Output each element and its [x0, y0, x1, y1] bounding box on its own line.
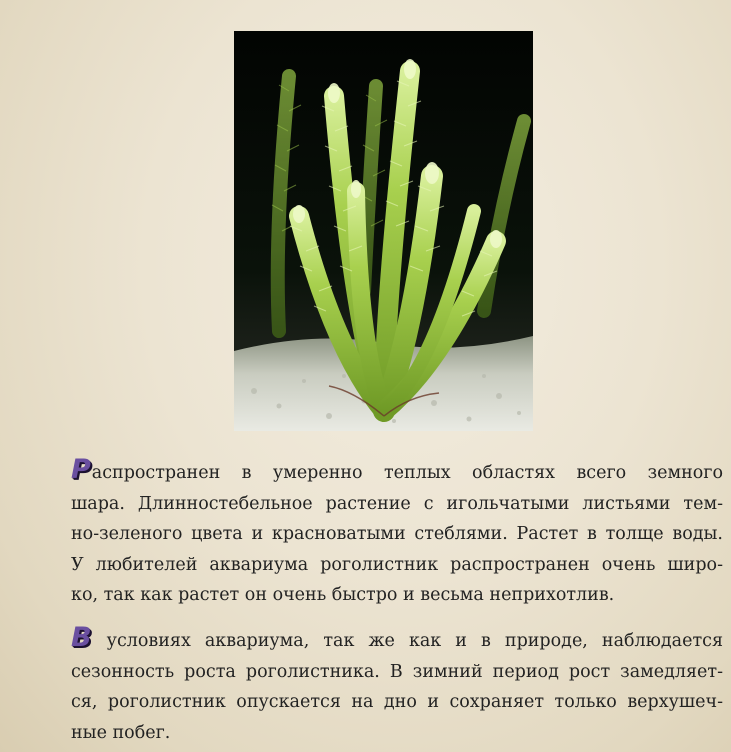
hornwort-plant-photo [234, 31, 533, 431]
paragraph-2-line-3: ся, роголистник опускается на дно и сохраняет только верхушеч- [71, 692, 723, 712]
paragraph-2-line-2: сезонность роста роголистника. В зимний период рост замедляет- [71, 661, 723, 682]
paragraph-2-line-4: ные побег. [71, 722, 171, 743]
paragraph-2 [71, 622, 723, 748]
paragraph-1-line-2: шара. Длинностебельное растение с игольчатыми листьями тем- [71, 493, 723, 514]
dropcap-2: В [71, 622, 93, 653]
paragraph-2-line-1: В условиях аквариума, так же как и в природе, наблюдается [71, 622, 723, 653]
paragraph-1-line-1: Распространен в умеренно теплых областях всего земного [71, 454, 723, 485]
paragraph-1-line-3: но-зеленого цвета и красноватыми стеблями. Растет в толще воды. [71, 524, 723, 544]
paragraph-1-line-5: ко, так как растет он очень быстро и весьма неприхотлив. [71, 585, 615, 605]
hornwort-plant-image [234, 31, 533, 431]
dropcap-1: Р [71, 454, 92, 485]
paragraph-1-line-4: У любителей аквариума роголистник распространен очень широ- [71, 554, 723, 575]
paragraph-1 [71, 454, 723, 611]
